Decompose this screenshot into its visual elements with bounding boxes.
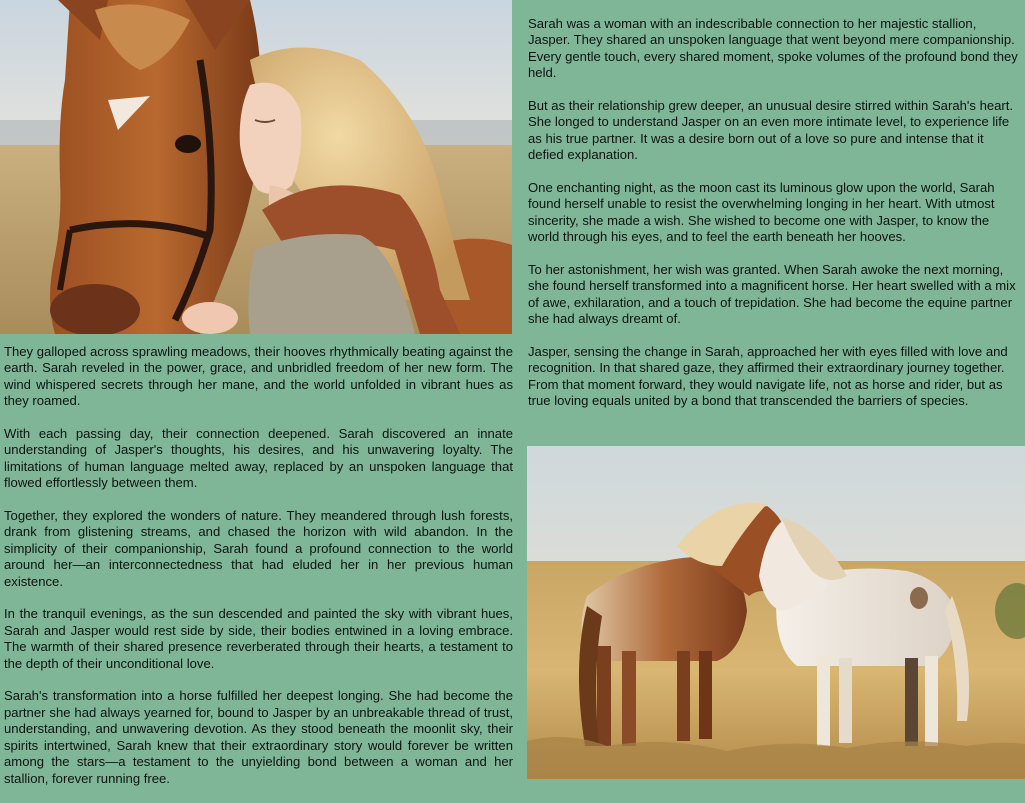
woman-and-horse-photo [0, 0, 512, 334]
story-column-left [4, 344, 513, 803]
story-paragraph: One enchanting night, as the moon cast its luminous glow upon the world, Sarah found herself unable to resist the overwhelming longing in her heart. With utmost sincerity, she made a wish. She wished to become one with Jasper, to know the world through his eyes, and to feel the earth beneath her hooves. [528, 180, 995, 245]
story-paragraph: In the tranquil evenings, as the sun descended and painted the sky with vibrant hues, Sarah and Jasper would rest side by side, their bodies entwined in a loving embrace. The warmth of their shared presence reverberated through their hearts, a testament to the depth of their unconditional love. [4, 606, 513, 671]
two-horses-photo [527, 446, 1025, 779]
story-paragraph: But as their relationship grew deeper, an unusual desire stirred within Sarah's heart. She longed to understand Jasper on an even more intimate level, to experience life as his true partner. It was a desire born out of a love so pure and intense that it defied explanation. [528, 98, 1014, 163]
two-horses-illustration [527, 446, 1025, 779]
story-paragraph: Jasper, sensing the change in Sarah, approached her with eyes filled with love and recognition. In that shared gaze, they affirmed their extraordinary journey together. From that moment forward, they would navigate life, not as horse and rider, but as true loving equals united by a bond that transcended the barriers of species. [528, 344, 1008, 409]
story-paragraph: Together, they explored the wonders of nature. They meandered through lush forests, drank from glistening streams, and chased the horizon with wild abandon. In the simplicity of their companionship, Sarah found a profound connection to the world around her—an interconnectedness that had eluded her in her previous human existence. [4, 508, 513, 589]
story-paragraph: Sarah's transformation into a horse fulfilled her deepest longing. She had become the partner she had always yearned for, bound to Jasper by an unbreakable thread of trust, understanding, and unwavering devotion. As they stood beneath the moonlit sky, their spirits intertwined, Sarah knew that their extraordinary story would forever be written among the stars—a testament to the unyielding bond between a woman and her stallion, forever running free. [4, 688, 513, 786]
story-paragraph: With each passing day, their connection deepened. Sarah discovered an innate understanding of Jasper's thoughts, his desires, and his unwavering loyalty. The limitations of human language melted away, replaced by an unspoken language that flowed effortlessly between them. [4, 426, 513, 491]
story-paragraph: To her astonishment, her wish was granted. When Sarah awoke the next morning, she found herself transformed into a magnificent horse. Her heart swelled with a mix of awe, exhilaration, and a touch of trepidation. She had become the equine partner she had always dreamt of. [528, 262, 1016, 327]
story-paragraph: They galloped across sprawling meadows, their hooves rhythmically beating against the earth. Sarah reveled in the power, grace, and unbridled freedom of her new form. The wind whispered secrets through her mane, and the world unfolded in vibrant hues as they roamed. [4, 344, 513, 409]
woman-and-horse-illustration [0, 0, 512, 334]
story-paragraph: Sarah was a woman with an indescribable connection to her majestic stallion, Jasper. They shared an unspoken language that went beyond mere companionship. Every gentle touch, every shared moment, spoke volumes of the profound bond they held. [528, 16, 1018, 81]
story-column-right [528, 16, 1020, 426]
